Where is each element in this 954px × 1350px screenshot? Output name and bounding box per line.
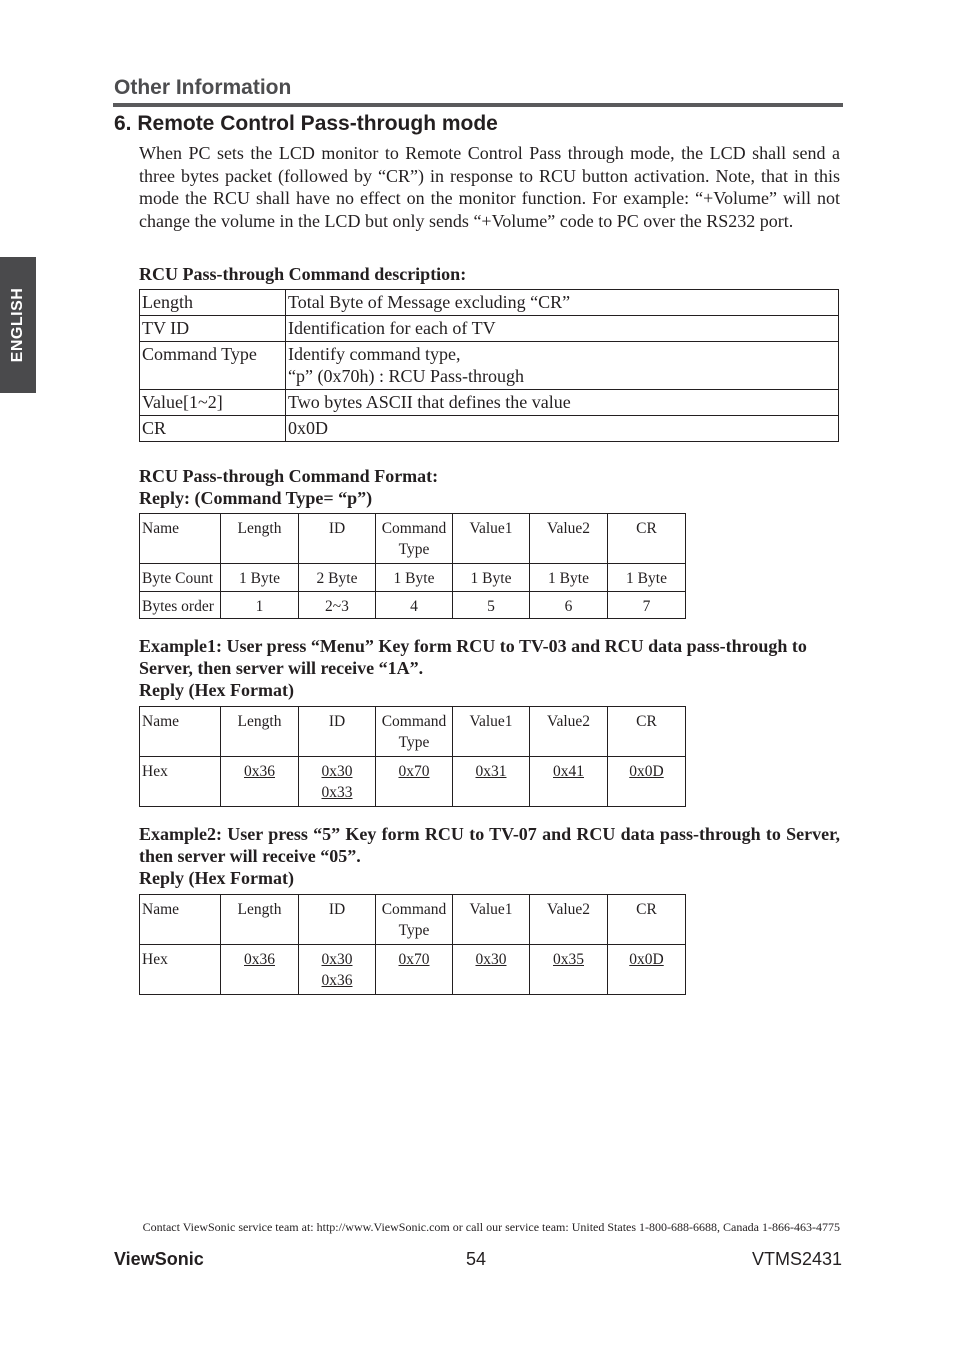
header-line: Command	[381, 901, 447, 918]
header-cell: CR	[608, 707, 686, 757]
hex-cell-multiline	[299, 945, 376, 995]
header-cell-multiline	[376, 514, 453, 564]
desc-key: TV ID	[140, 316, 286, 342]
table-cell: 1 Byte	[608, 564, 686, 592]
example2-title: Example2: User press “5” Key form RCU to TV-07 and RCU data pass-through to Server, then server will receive “05”.	[139, 824, 840, 866]
footer-brand: ViewSonic	[114, 1249, 204, 1269]
header-cell: Name	[140, 707, 221, 757]
header-cell: Value1	[453, 895, 530, 945]
page-number: 54	[466, 1249, 487, 1269]
intro-paragraph: When PC sets the LCD monitor to Remote Control Pass through mode, the LCD shall send a three bytes packet (followed by “CR”) in response to RCU button activation. Note, that in this mode the RCU shall have no effect on the monitor function. For example: “+Volume” will not change the volume in the LCD but only sends “+Volume” code to PC over the RS232 port.	[139, 143, 840, 231]
desc-value-line: “p” (0x70h) : RCU Pass-through	[288, 366, 524, 386]
hex-cell: 0x0D	[608, 945, 686, 995]
header-line: Type	[398, 541, 430, 558]
header-cell: Value1	[453, 514, 530, 564]
table-cell: Hex	[140, 945, 221, 995]
header-cell: Value2	[530, 514, 608, 564]
table-cell: 1 Byte	[530, 564, 608, 592]
hex-cell: 0x36	[221, 945, 299, 995]
format-title: RCU Pass-through Command Format:	[139, 466, 439, 486]
language-tab	[0, 257, 36, 393]
hex-cell: 0x30	[453, 945, 530, 995]
table-row	[140, 564, 686, 592]
hex-line: 0x30	[321, 951, 353, 968]
command-description-table	[139, 289, 839, 442]
table-cell: Bytes order	[140, 592, 221, 619]
table-cell: 5	[453, 592, 530, 619]
hex-cell: 0x41	[530, 757, 608, 807]
header-line: Type	[398, 734, 430, 751]
header-cell: ID	[299, 514, 376, 564]
desc-key: Command Type	[140, 342, 286, 390]
header-cell: Value2	[530, 895, 608, 945]
header-cell: ID	[299, 707, 376, 757]
header-cell: Length	[221, 514, 299, 564]
hex-cell: 0x35	[530, 945, 608, 995]
header-line: Command	[381, 520, 447, 537]
example2-reply-label: Reply (Hex Format)	[139, 868, 294, 888]
table-cell: 1 Byte	[453, 564, 530, 592]
table-cell: 1 Byte	[376, 564, 453, 592]
header-cell-multiline	[376, 707, 453, 757]
header-cell: Value1	[453, 707, 530, 757]
table-row	[140, 390, 839, 416]
table-row	[140, 342, 839, 390]
header-cell: Name	[140, 514, 221, 564]
table-cell: Hex	[140, 757, 221, 807]
table-row	[140, 945, 686, 995]
header-cell: Value2	[530, 707, 608, 757]
format-reply-label: Reply: (Command Type= “p”)	[139, 488, 373, 508]
header-cell: Length	[221, 707, 299, 757]
hex-cell-multiline	[299, 757, 376, 807]
header-cell-multiline	[376, 895, 453, 945]
table-row	[140, 316, 839, 342]
hex-cell: 0x70	[376, 757, 453, 807]
table-cell: 2 Byte	[299, 564, 376, 592]
table-cell: 4	[376, 592, 453, 619]
desc-key: CR	[140, 416, 286, 442]
language-tab-label: ENGLISH	[9, 287, 26, 363]
desc-value: 0x0D	[286, 416, 839, 442]
hex-line: 0x36	[321, 972, 353, 989]
hex-cell: 0x0D	[608, 757, 686, 807]
desc-value-line: Identify command type,	[288, 344, 461, 364]
table-row	[140, 592, 686, 619]
table-row	[140, 757, 686, 807]
table-cell: 1 Byte	[221, 564, 299, 592]
hex-line: 0x33	[321, 784, 353, 801]
header-cell: Name	[140, 895, 221, 945]
header-cell: CR	[608, 514, 686, 564]
desc-key: Length	[140, 290, 286, 316]
example2-table	[139, 894, 686, 995]
chapter-title: 6. Remote Control Pass-through mode	[114, 112, 498, 135]
table-cell: 2~3	[299, 592, 376, 619]
desc-value: Two bytes ASCII that defines the value	[286, 390, 839, 416]
example1-title: Example1: User press “Menu” Key form RCU to TV-03 and RCU data pass-through to Server, then server will receive “1A”.	[139, 636, 807, 678]
example1-table	[139, 706, 686, 807]
command-format-table	[139, 513, 686, 619]
table-cell: 6	[530, 592, 608, 619]
description-title: RCU Pass-through Command description:	[139, 264, 467, 284]
table-header-row	[140, 514, 686, 564]
example1-reply-label: Reply (Hex Format)	[139, 680, 294, 700]
table-cell: 7	[608, 592, 686, 619]
hex-cell: 0x70	[376, 945, 453, 995]
hex-cell: 0x36	[221, 757, 299, 807]
header-cell: CR	[608, 895, 686, 945]
hex-cell: 0x31	[453, 757, 530, 807]
header-cell: Length	[221, 895, 299, 945]
section-heading: Other Information	[114, 76, 292, 99]
header-cell: ID	[299, 895, 376, 945]
header-line: Command	[381, 713, 447, 730]
table-cell: 1	[221, 592, 299, 619]
table-row	[140, 416, 839, 442]
table-row	[140, 290, 839, 316]
desc-value: Identification for each of TV	[286, 316, 839, 342]
table-cell: Byte Count	[140, 564, 221, 592]
desc-key: Value[1~2]	[140, 390, 286, 416]
desc-value: Total Byte of Message excluding “CR”	[286, 290, 839, 316]
header-line: Type	[398, 922, 430, 939]
footer-contact: Contact ViewSonic service team at: http://www.ViewSonic.com or call our service team: United States 1-800-688-6688, Canada 1-866-463-4775	[142, 1220, 840, 1234]
desc-value-multiline	[286, 342, 839, 390]
hex-line: 0x30	[321, 763, 353, 780]
heading-rule	[113, 103, 843, 107]
table-header-row	[140, 895, 686, 945]
table-header-row	[140, 707, 686, 757]
footer-model: VTMS2431	[751, 1249, 842, 1269]
